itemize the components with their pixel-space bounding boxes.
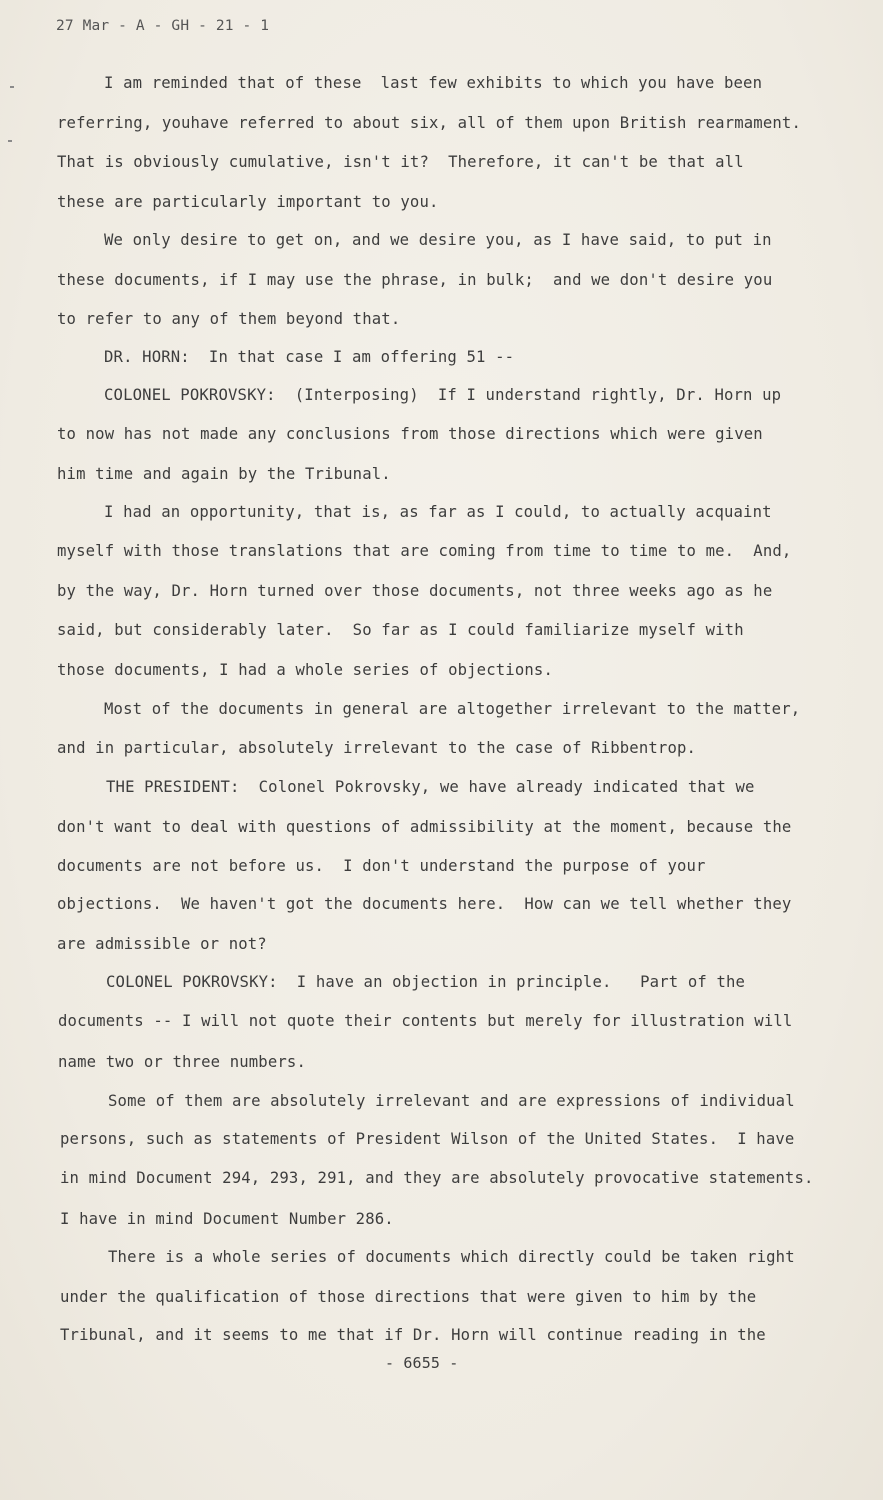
text-line: by the way, Dr. Horn turned over those documents, not three weeks ago as he [57, 582, 773, 600]
text-line: That is obviously cumulative, isn't it? Therefore, it can't be that all [57, 153, 744, 171]
text-line: I had an opportunity, that is, as far as I could, to actually acquaint [104, 503, 772, 521]
text-line: referring, youhave referred to about six, all of them upon British rearmament. [57, 114, 801, 132]
text-line: and in particular, absolutely irrelevant to the case of Ribbentrop. [57, 739, 697, 757]
text-line: There is a whole series of documents which directly could be taken right [108, 1248, 795, 1266]
text-line: myself with those translations that are coming from time to time to me. And, [57, 542, 792, 560]
text-line: We only desire to get on, and we desire you, as I have said, to put in [104, 231, 772, 249]
text-line: Tribunal, and it seems to me that if Dr. Horn will continue reading in the [60, 1326, 766, 1344]
text-line: him time and again by the Tribunal. [57, 465, 391, 483]
page-number: - 6655 - [385, 1354, 459, 1372]
text-line: name two or three numbers. [58, 1053, 306, 1071]
text-line: are admissible or not? [57, 935, 267, 953]
text-line: in mind Document 294, 293, 291, and they are absolutely provocative statements. [60, 1169, 814, 1187]
margin-mark [8, 140, 12, 142]
text-line: said, but considerably later. So far as I could familiarize myself with [57, 621, 744, 639]
speaker-line: COLONEL POKROVSKY: I have an objection in principle. Part of the [106, 973, 746, 991]
text-line: to refer to any of them beyond that. [57, 310, 401, 328]
margin-mark [10, 86, 14, 88]
text-line: objections. We haven't got the documents here. How can we tell whether they [57, 895, 792, 913]
text-line: don't want to deal with questions of admissibility at the moment, because the [57, 818, 792, 836]
text-line: these documents, if I may use the phrase, in bulk; and we don't desire you [57, 271, 773, 289]
text-line: these are particularly important to you. [57, 193, 439, 211]
text-line: documents are not before us. I don't understand the purpose of your [57, 857, 706, 875]
text-line: to now has not made any conclusions from those directions which were given [57, 425, 763, 443]
text-line: persons, such as statements of President Wilson of the United States. I have [60, 1130, 795, 1148]
text-line: Most of the documents in general are altogether irrelevant to the matter, [104, 700, 801, 718]
speaker-line: DR. HORN: In that case I am offering 51 -- [104, 348, 515, 366]
text-line: those documents, I had a whole series of objections. [57, 661, 553, 679]
text-line: I am reminded that of these last few exhibits to which you have been [104, 74, 763, 92]
speaker-line: THE PRESIDENT: Colonel Pokrovsky, we have already indicated that we [106, 778, 755, 796]
text-line: I have in mind Document Number 286. [60, 1210, 394, 1228]
text-line: Some of them are absolutely irrelevant and are expressions of individual [108, 1092, 795, 1110]
speaker-line: COLONEL POKROVSKY: (Interposing) If I understand rightly, Dr. Horn up [104, 386, 782, 404]
page-header: 27 Mar - A - GH - 21 - 1 [56, 18, 270, 34]
text-line: under the qualification of those directions that were given to him by the [60, 1288, 757, 1306]
text-line: documents -- I will not quote their contents but merely for illustration will [58, 1012, 793, 1030]
